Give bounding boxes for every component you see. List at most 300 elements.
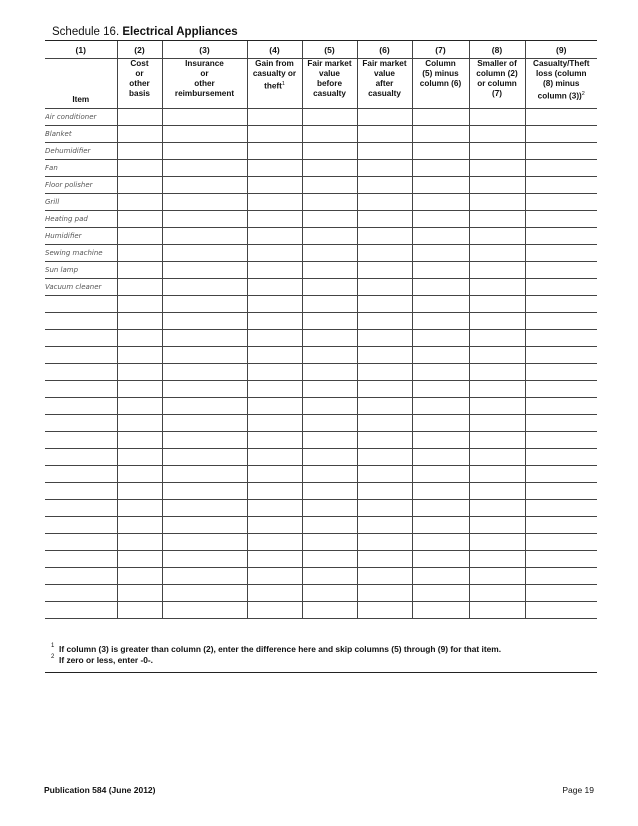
entry-cell[interactable] [357,177,412,194]
entry-cell[interactable] [117,398,162,415]
table-row [45,279,597,296]
entry-cell[interactable] [162,330,247,347]
entry-cell[interactable] [525,194,597,211]
entry-cell[interactable] [247,211,302,228]
entry-cell[interactable] [357,568,412,585]
entry-cell[interactable] [117,585,162,602]
entry-cell[interactable] [45,398,117,415]
entry-cell[interactable] [247,262,302,279]
entry-cell[interactable] [162,143,247,160]
entry-cell[interactable] [117,347,162,364]
entry-cell[interactable] [412,279,469,296]
entry-cell[interactable] [469,194,525,211]
entry-cell[interactable] [412,330,469,347]
entry-cell[interactable] [357,262,412,279]
entry-cell[interactable] [117,177,162,194]
entry-cell[interactable] [469,296,525,313]
entry-cell[interactable] [469,109,525,126]
entry-cell[interactable] [117,160,162,177]
entry-cell[interactable] [412,347,469,364]
entry-cell[interactable] [162,228,247,245]
entry-cell[interactable] [412,551,469,568]
entry-cell[interactable] [117,279,162,296]
entry-cell[interactable] [302,313,357,330]
column-header-line: reimbursement [174,89,235,98]
entry-cell[interactable] [162,194,247,211]
item-name-cell: Vacuum cleaner [45,279,117,296]
entry-cell[interactable] [162,602,247,619]
entry-cell[interactable] [45,568,117,585]
entry-cell[interactable] [117,568,162,585]
entry-cell[interactable] [302,381,357,398]
entry-cell[interactable] [412,177,469,194]
entry-cell[interactable] [357,500,412,517]
entry-cell[interactable] [469,279,525,296]
item-name-cell: Floor polisher [45,177,117,194]
entry-cell[interactable] [302,364,357,381]
entry-cell[interactable] [469,228,525,245]
entry-cell[interactable] [525,483,597,500]
entry-cell[interactable] [357,534,412,551]
entry-cell[interactable] [45,347,117,364]
entry-cell[interactable] [357,449,412,466]
table-row [45,330,597,347]
entry-cell[interactable] [412,483,469,500]
entry-cell[interactable] [469,313,525,330]
entry-cell[interactable] [412,585,469,602]
table-row [45,245,597,262]
entry-cell[interactable] [357,432,412,449]
entry-cell[interactable] [162,568,247,585]
entry-cell[interactable] [357,398,412,415]
entry-cell[interactable] [469,517,525,534]
entry-cell[interactable] [117,500,162,517]
entry-cell[interactable] [412,466,469,483]
footnote-1 [45,644,597,655]
entry-cell[interactable] [162,398,247,415]
entry-cell[interactable] [162,551,247,568]
entry-cell[interactable] [117,432,162,449]
entry-cell[interactable] [412,313,469,330]
entry-cell[interactable] [247,381,302,398]
item-name-cell: Grill [45,194,117,211]
entry-cell[interactable] [117,364,162,381]
entry-cell[interactable] [117,483,162,500]
entry-cell[interactable] [45,517,117,534]
column-number: (2) [117,41,162,59]
entry-cell[interactable] [302,585,357,602]
page-number: Page 19 [562,785,594,795]
entry-cell[interactable] [412,449,469,466]
footnote-2 [45,655,597,666]
entry-cell[interactable] [357,279,412,296]
entry-cell[interactable] [357,602,412,619]
footnote-text: If zero or less, enter -0-. [59,655,154,665]
entry-cell[interactable] [45,483,117,500]
column-header-line: column (6) [419,79,462,88]
entry-cell[interactable] [302,245,357,262]
entry-cell[interactable] [162,296,247,313]
entry-cell[interactable] [525,279,597,296]
entry-cell[interactable] [45,313,117,330]
entry-cell[interactable] [45,330,117,347]
entry-cell[interactable] [162,364,247,381]
entry-cell[interactable] [302,126,357,143]
entry-cell[interactable] [117,245,162,262]
entry-cell[interactable] [357,296,412,313]
entry-cell[interactable] [469,126,525,143]
table-row [45,262,597,279]
entry-cell[interactable] [302,415,357,432]
entry-cell[interactable] [45,551,117,568]
entry-cell[interactable] [162,211,247,228]
entry-cell[interactable] [117,262,162,279]
entry-cell[interactable] [357,551,412,568]
entry-cell[interactable] [412,432,469,449]
column-header-line-wrap [248,79,302,92]
item-name-cell: Humidifier [45,228,117,245]
entry-cell[interactable] [247,364,302,381]
footnote-text: If column (3) is greater than column (2), enter the difference here and skip columns (5) through (9) for that item. [59,644,502,654]
entry-cell[interactable] [45,432,117,449]
entry-cell[interactable] [302,194,357,211]
entry-cell[interactable] [469,483,525,500]
entry-cell[interactable] [302,109,357,126]
entry-cell[interactable] [525,364,597,381]
entry-cell[interactable] [357,245,412,262]
entry-cell[interactable] [247,126,302,143]
entry-cell[interactable] [162,500,247,517]
entry-cell[interactable] [45,296,117,313]
entry-cell[interactable] [525,177,597,194]
entry-cell[interactable] [162,381,247,398]
entry-cell[interactable] [162,534,247,551]
table-row [45,228,597,245]
entry-cell[interactable] [302,500,357,517]
entry-cell[interactable] [469,432,525,449]
entry-cell[interactable] [45,585,117,602]
entry-cell[interactable] [357,143,412,160]
entry-cell[interactable] [357,364,412,381]
entry-cell[interactable] [412,228,469,245]
entry-cell[interactable] [525,534,597,551]
entry-cell[interactable] [302,602,357,619]
entry-cell[interactable] [117,517,162,534]
entry-cell[interactable] [357,126,412,143]
entry-cell[interactable] [117,381,162,398]
schedule-name: Electrical Appliances [122,26,238,38]
entry-cell[interactable] [117,143,162,160]
column-header-line: Gain from [255,59,294,68]
entry-cell[interactable] [162,449,247,466]
entry-cell[interactable] [412,109,469,126]
entry-cell[interactable] [412,364,469,381]
entry-cell[interactable] [247,500,302,517]
entry-cell[interactable] [469,177,525,194]
entry-cell[interactable] [302,279,357,296]
entry-cell[interactable] [247,296,302,313]
entry-cell[interactable] [302,177,357,194]
schedule-number: Schedule 16. [52,26,120,38]
entry-cell[interactable] [525,551,597,568]
entry-cell[interactable] [247,330,302,347]
entry-cell[interactable] [162,415,247,432]
entry-cell[interactable] [247,313,302,330]
entry-cell[interactable] [525,517,597,534]
table-row [45,126,597,143]
entry-cell[interactable] [357,585,412,602]
entry-cell[interactable] [469,364,525,381]
entry-cell[interactable] [469,330,525,347]
entry-cell[interactable] [525,143,597,160]
column-header [162,59,247,109]
entry-cell[interactable] [412,517,469,534]
entry-cell[interactable] [45,602,117,619]
entry-cell[interactable] [117,551,162,568]
entry-cell[interactable] [525,160,597,177]
entry-cell[interactable] [525,381,597,398]
column-header-line: theft [264,81,282,91]
entry-cell[interactable] [357,228,412,245]
entry-cell[interactable] [247,109,302,126]
entry-cell[interactable] [412,296,469,313]
entry-cell[interactable] [469,551,525,568]
entry-cell[interactable] [247,432,302,449]
entry-cell[interactable] [525,228,597,245]
entry-cell[interactable] [412,415,469,432]
entry-cell[interactable] [117,109,162,126]
entry-cell[interactable] [525,568,597,585]
schedule-form [45,40,597,673]
entry-cell[interactable] [247,347,302,364]
entry-cell[interactable] [469,466,525,483]
entry-cell[interactable] [525,296,597,313]
entry-cell[interactable] [247,245,302,262]
entry-cell[interactable] [247,160,302,177]
entry-cell[interactable] [45,381,117,398]
table-row [45,466,597,483]
entry-cell[interactable] [469,160,525,177]
entry-cell[interactable] [357,381,412,398]
entry-cell[interactable] [412,211,469,228]
entry-cell[interactable] [247,466,302,483]
entry-cell[interactable] [247,602,302,619]
entry-cell[interactable] [525,245,597,262]
entry-cell[interactable] [302,551,357,568]
entry-cell[interactable] [45,500,117,517]
entry-cell[interactable] [525,109,597,126]
entry-cell[interactable] [525,415,597,432]
entry-cell[interactable] [412,381,469,398]
entry-cell[interactable] [525,432,597,449]
entry-cell[interactable] [302,568,357,585]
entry-cell[interactable] [302,517,357,534]
entry-cell[interactable] [162,126,247,143]
entry-cell[interactable] [469,585,525,602]
column-header-line: Cost [130,59,149,68]
entry-cell[interactable] [117,211,162,228]
entry-cell[interactable] [525,330,597,347]
table-row [45,194,597,211]
entry-cell[interactable] [302,330,357,347]
entry-cell[interactable] [357,160,412,177]
entry-cell[interactable] [162,483,247,500]
entry-cell[interactable] [117,534,162,551]
entry-cell[interactable] [247,585,302,602]
entry-cell[interactable] [525,500,597,517]
entry-cell[interactable] [45,449,117,466]
entry-cell[interactable] [162,160,247,177]
entry-cell[interactable] [525,262,597,279]
entry-cell[interactable] [117,313,162,330]
entry-cell[interactable] [162,517,247,534]
entry-cell[interactable] [45,466,117,483]
entry-cell[interactable] [525,585,597,602]
entry-cell[interactable] [525,126,597,143]
entry-cell[interactable] [302,296,357,313]
entry-cell[interactable] [247,143,302,160]
entry-cell[interactable] [469,381,525,398]
entry-cell[interactable] [162,347,247,364]
entry-cell[interactable] [247,228,302,245]
entry-cell[interactable] [412,568,469,585]
entry-cell[interactable] [302,160,357,177]
entry-cell[interactable] [302,143,357,160]
entry-cell[interactable] [469,245,525,262]
entry-cell[interactable] [302,262,357,279]
entry-cell[interactable] [412,500,469,517]
entry-cell[interactable] [302,534,357,551]
entry-cell[interactable] [302,483,357,500]
entry-cell[interactable] [525,398,597,415]
table-row [45,177,597,194]
entry-cell[interactable] [117,466,162,483]
entry-cell[interactable] [525,602,597,619]
entry-cell[interactable] [412,194,469,211]
table-row [45,432,597,449]
entry-cell[interactable] [357,330,412,347]
entry-cell[interactable] [247,194,302,211]
entry-cell[interactable] [45,415,117,432]
entry-cell[interactable] [117,296,162,313]
entry-cell[interactable] [247,517,302,534]
entry-cell[interactable] [162,432,247,449]
entry-cell[interactable] [247,449,302,466]
column-header [525,59,597,109]
entry-cell[interactable] [117,415,162,432]
entry-cell[interactable] [525,466,597,483]
entry-cell[interactable] [247,398,302,415]
entry-cell[interactable] [117,194,162,211]
table-row [45,398,597,415]
entry-cell[interactable] [247,279,302,296]
entry-cell[interactable] [412,143,469,160]
entry-cell[interactable] [357,466,412,483]
entry-cell[interactable] [469,143,525,160]
entry-cell[interactable] [247,415,302,432]
entry-cell[interactable] [412,160,469,177]
entry-cell[interactable] [469,262,525,279]
entry-cell[interactable] [469,415,525,432]
entry-cell[interactable] [162,109,247,126]
entry-cell[interactable] [162,177,247,194]
entry-cell[interactable] [357,347,412,364]
column-header-line: casualty [368,89,401,98]
entry-cell[interactable] [117,330,162,347]
entry-cell[interactable] [162,279,247,296]
entry-cell[interactable] [247,177,302,194]
entry-cell[interactable] [525,313,597,330]
entry-cell[interactable] [357,211,412,228]
entry-cell[interactable] [117,228,162,245]
entry-cell[interactable] [302,466,357,483]
entry-cell[interactable] [525,449,597,466]
entry-cell[interactable] [357,415,412,432]
column-header [45,59,117,109]
entry-cell[interactable] [247,534,302,551]
entry-cell[interactable] [525,211,597,228]
entry-cell[interactable] [45,534,117,551]
entry-cell[interactable] [525,347,597,364]
column-number: (8) [469,41,525,59]
entry-cell[interactable] [302,398,357,415]
entry-cell[interactable] [412,262,469,279]
entry-cell[interactable] [469,211,525,228]
item-name-cell: Air conditioner [45,109,117,126]
entry-cell[interactable] [469,568,525,585]
column-number: (5) [302,41,357,59]
entry-cell[interactable] [469,347,525,364]
entry-cell[interactable] [117,126,162,143]
table-row [45,483,597,500]
column-header-line: value [374,69,395,78]
entry-cell[interactable] [357,194,412,211]
entry-cell[interactable] [357,313,412,330]
entry-cell[interactable] [357,109,412,126]
entry-cell[interactable] [302,228,357,245]
entry-cell[interactable] [45,364,117,381]
entry-cell[interactable] [162,313,247,330]
entry-cell[interactable] [412,245,469,262]
entry-cell[interactable] [302,449,357,466]
entry-cell[interactable] [117,449,162,466]
entry-cell[interactable] [302,347,357,364]
entry-cell[interactable] [469,398,525,415]
entry-cell[interactable] [357,517,412,534]
entry-cell[interactable] [469,602,525,619]
entry-cell[interactable] [162,245,247,262]
entry-cell[interactable] [412,398,469,415]
entry-cell[interactable] [469,534,525,551]
entry-cell[interactable] [247,483,302,500]
entry-cell[interactable] [302,432,357,449]
entry-cell[interactable] [412,126,469,143]
entry-cell[interactable] [162,585,247,602]
entry-cell[interactable] [412,602,469,619]
column-number: (1) [45,41,117,59]
entry-cell[interactable] [469,449,525,466]
entry-cell[interactable] [162,262,247,279]
entry-cell[interactable] [117,602,162,619]
entry-cell[interactable] [247,568,302,585]
entry-cell[interactable] [469,500,525,517]
entry-cell[interactable] [247,551,302,568]
entry-cell[interactable] [162,466,247,483]
entry-cell[interactable] [302,211,357,228]
entry-cell[interactable] [412,534,469,551]
footnote-mark: 2 [51,654,55,660]
entry-cell[interactable] [357,483,412,500]
